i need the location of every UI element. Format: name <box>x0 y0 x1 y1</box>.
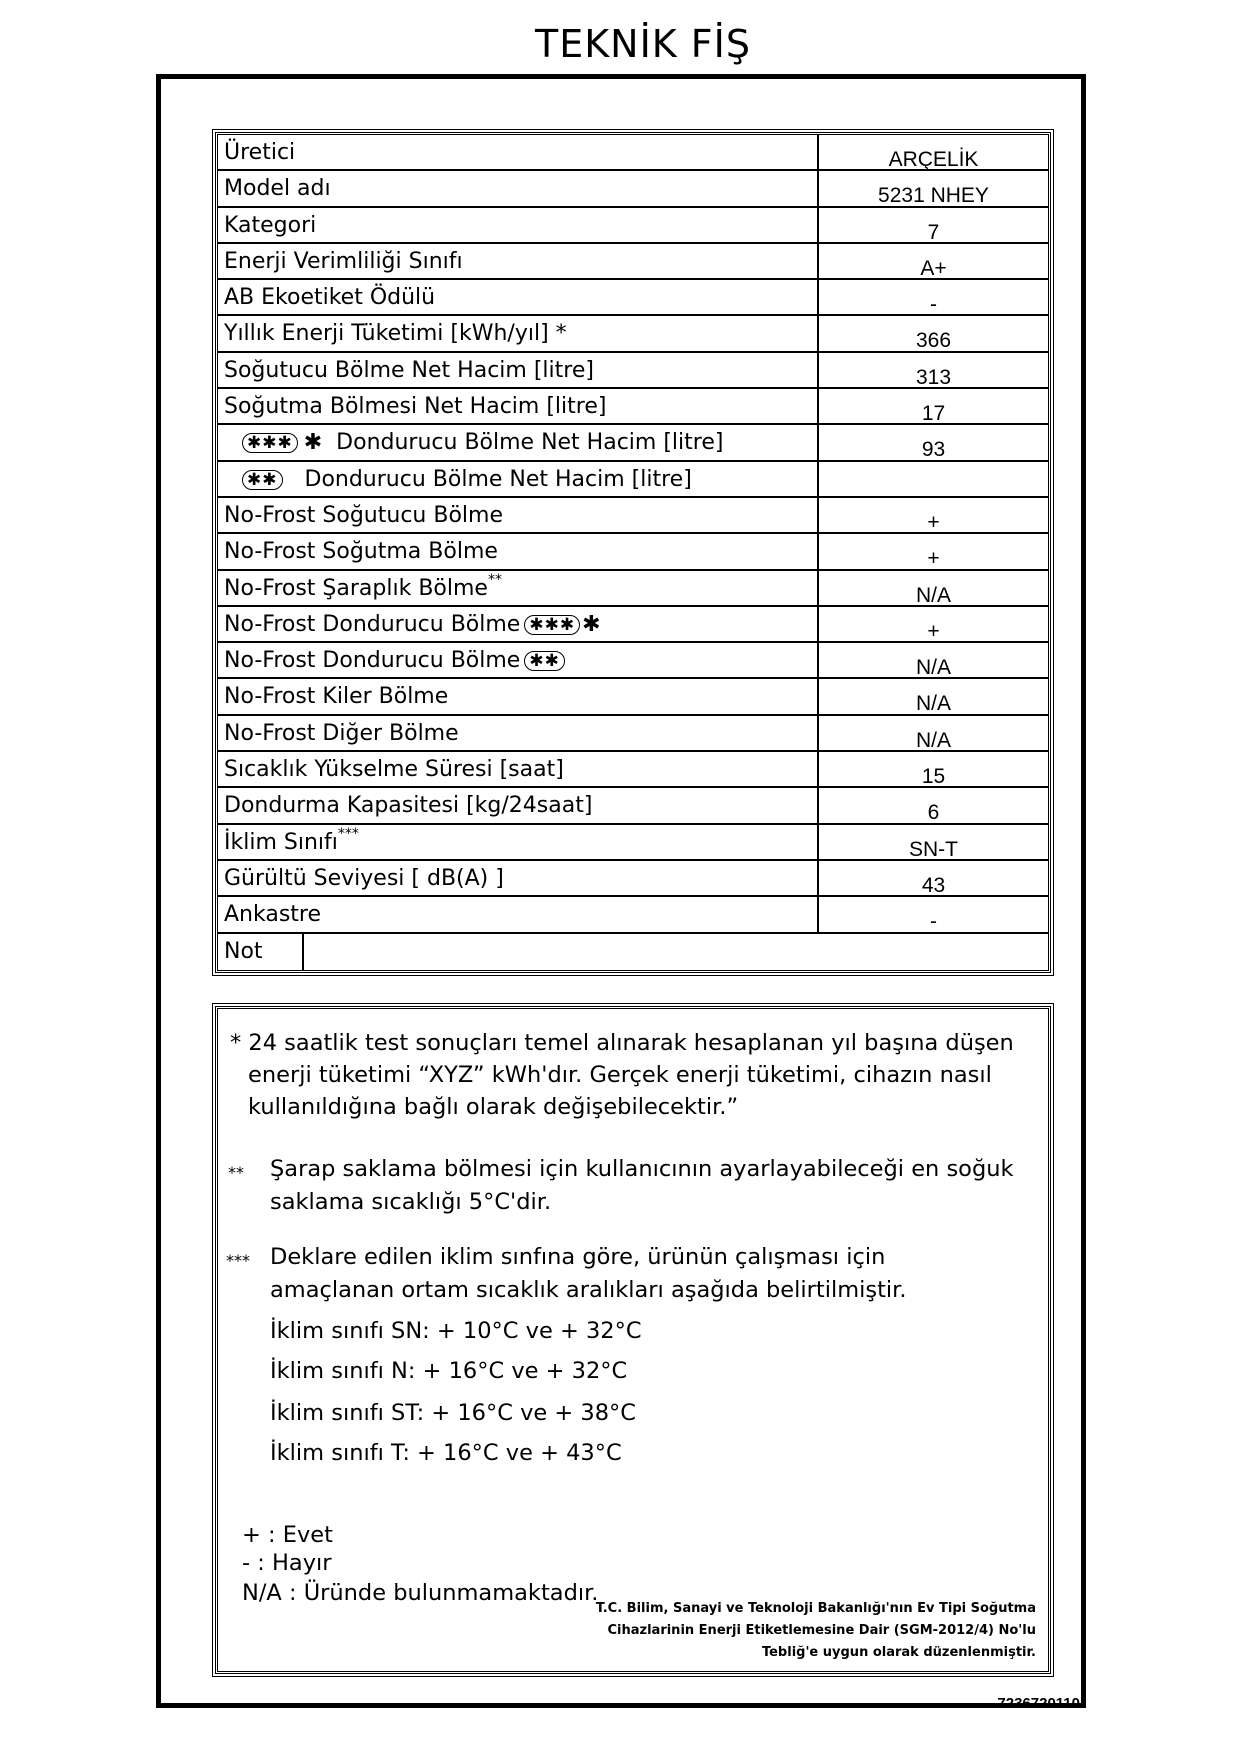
spec-label <box>218 716 819 750</box>
climate-class-st: İklim sınıfı ST: + 16°C ve + 38°C <box>270 1400 636 1426</box>
footnotes-box <box>215 1006 1051 1674</box>
spec-label-text: No-Frost Soğutma Bölme <box>224 539 498 565</box>
spec-value: 6 <box>927 801 940 825</box>
spec-row <box>218 316 1048 352</box>
spec-label <box>218 571 819 605</box>
spec-row <box>218 643 1048 679</box>
spec-value: 366 <box>915 329 952 353</box>
spec-value: N/A <box>915 692 951 716</box>
spec-row <box>218 679 1048 715</box>
spec-row <box>218 534 1048 570</box>
spec-label-text: Dondurucu Bölme Net Hacim [litre] <box>304 466 692 492</box>
spec-value: 313 <box>915 365 952 389</box>
spec-label-text: Ankastre <box>224 902 322 928</box>
spec-label <box>218 861 819 895</box>
spec-row <box>218 244 1048 280</box>
spec-value: N/A <box>915 728 951 752</box>
spec-row <box>218 425 1048 461</box>
regulation-line-2: Cihazlarinin Enerji Etiketlemesine Dair (SGM-2012/4) No'lu <box>607 1623 1036 1638</box>
spec-value: 5231 NHEY <box>878 184 989 208</box>
freezer-star-rating-icon: ✱✱✱ <box>524 615 580 635</box>
spec-label <box>218 171 819 205</box>
note-label: Not <box>218 934 304 970</box>
spec-value: ARÇELİK <box>888 148 979 171</box>
footnote-marker: *** <box>337 825 359 842</box>
spec-label-text: No-Frost Dondurucu Bölme <box>224 611 521 637</box>
spec-value: + <box>927 510 940 534</box>
spec-label <box>218 534 819 568</box>
legend-yes: + : Evet <box>242 1522 333 1548</box>
spec-label-text: İklim Sınıfı <box>224 829 338 855</box>
spec-label <box>218 353 819 387</box>
regulation-line-3: Tebliğ'e uygun olarak düzenlenmiştir. <box>761 1645 1036 1660</box>
spec-label-text: Soğutucu Bölme Net Hacim [litre] <box>224 357 594 383</box>
star-suffix-icon: ✱ <box>303 430 323 456</box>
spec-value: - <box>930 293 937 317</box>
spec-label-text: Enerji Verimliliği Sınıfı <box>224 248 463 274</box>
star-suffix-icon: ✱ <box>582 611 601 637</box>
spec-label-text: Yıllık Enerji Tüketimi [kWh/yıl] * <box>224 321 567 347</box>
note-row <box>218 934 1048 970</box>
spec-label-text: No-Frost Şaraplık Bölme <box>224 575 488 601</box>
spec-row <box>218 280 1048 316</box>
footnote-2-mark: ** <box>228 1163 244 1182</box>
climate-class-sn: İklim sınıfı SN: + 10°C ve + 32°C <box>270 1318 642 1344</box>
spec-table <box>215 132 1051 973</box>
freezer-star-rating-icon: ✱✱✱ <box>242 433 298 453</box>
spec-row <box>218 135 1048 171</box>
spec-value <box>819 462 1048 496</box>
footnote-1-line-1: * 24 saatlik test sonuçları temel alınarak hesaplanan yıl başına düşen <box>230 1030 1014 1056</box>
spec-value: - <box>930 910 937 934</box>
freezer-star-rating-icon: ✱✱ <box>524 651 565 671</box>
spec-label <box>218 498 819 532</box>
spec-value: 43 <box>921 873 946 897</box>
spec-label <box>218 788 819 822</box>
spec-label <box>218 316 819 350</box>
freezer-star-rating-icon: ✱✱ <box>242 470 283 490</box>
legend-no: - : Hayır <box>242 1550 332 1576</box>
footnote-1-line-3: kullanıldığına bağlı olarak değişebilecektir.” <box>248 1094 739 1120</box>
spec-label-text: Gürültü Seviyesi [ dB(A) ] <box>224 865 504 891</box>
spec-value: SN-T <box>909 837 958 861</box>
spec-row <box>218 716 1048 752</box>
spec-label <box>218 643 819 677</box>
page-title: TEKNİK FİŞ <box>535 22 751 66</box>
spec-value: + <box>927 547 940 571</box>
spec-label <box>218 462 819 496</box>
spec-row <box>218 389 1048 425</box>
spec-value: 17 <box>921 402 946 426</box>
spec-label <box>218 389 819 423</box>
spec-row <box>218 788 1048 824</box>
legend-na: N/A : Üründe bulunmamaktadır. <box>242 1580 599 1606</box>
spec-value: N/A <box>915 583 951 607</box>
spec-value: A+ <box>920 256 947 280</box>
spec-label <box>218 208 819 242</box>
climate-class-n: İklim sınıfı N: + 16°C ve + 32°C <box>270 1358 628 1384</box>
spec-label-text: No-Frost Dondurucu Bölme <box>224 648 521 674</box>
spec-label-text: Dondurucu Bölme Net Hacim [litre] <box>336 430 724 456</box>
footnote-3-line-2: amaçlanan ortam sıcaklık aralıkları aşağıda belirtilmiştir. <box>270 1277 907 1303</box>
spec-label-text: Kategori <box>224 212 317 238</box>
footnote-3-line-1: Deklare edilen iklim sınfına göre, ürünün çalışması için <box>270 1244 886 1270</box>
spec-label-text: Dondurma Kapasitesi [kg/24saat] <box>224 793 593 819</box>
spec-label <box>218 825 819 859</box>
footnote-2-line-1: Şarap saklama bölmesi için kullanıcının ayarlayabileceği en soğuk <box>270 1156 1014 1182</box>
spec-label-text: Üretici <box>224 140 296 165</box>
footnote-1-line-2: enerji tüketimi “XYZ” kWh'dır. Gerçek enerji tüketimi, cihazın nasıl <box>248 1062 992 1088</box>
spec-row <box>218 861 1048 897</box>
spec-label-text: No-Frost Diğer Bölme <box>224 720 459 746</box>
spec-row <box>218 607 1048 643</box>
spec-row <box>218 752 1048 788</box>
spec-row <box>218 571 1048 607</box>
spec-row <box>218 897 1048 933</box>
footnote-3-mark: *** <box>226 1251 250 1270</box>
spec-value: 93 <box>921 438 946 462</box>
spec-row <box>218 825 1048 861</box>
spec-label <box>218 752 819 786</box>
spec-value: N/A <box>915 656 951 680</box>
footnote-2-line-2: saklama sıcaklığı 5°C'dir. <box>270 1189 552 1215</box>
spec-label <box>218 607 819 641</box>
spec-label <box>218 425 819 459</box>
spec-label-text: Model adı <box>224 176 331 202</box>
spec-label-text: No-Frost Kiler Bölme <box>224 684 449 710</box>
regulation-line-1: T.C. Bilim, Sanayi ve Teknoloji Bakanlığı'nın Ev Tipi Soğutma <box>595 1601 1036 1616</box>
spec-row <box>218 353 1048 389</box>
spec-label <box>218 679 819 713</box>
note-value <box>304 934 1048 970</box>
spec-label <box>218 897 819 931</box>
spec-row <box>218 462 1048 498</box>
spec-label-text: No-Frost Soğutucu Bölme <box>224 502 503 528</box>
spec-label <box>218 280 819 314</box>
climate-class-t: İklim sınıfı T: + 16°C ve + 43°C <box>270 1440 622 1466</box>
spec-row <box>218 171 1048 207</box>
spec-label <box>218 244 819 278</box>
document-code: 7236720110 <box>997 1695 1080 1712</box>
spec-row <box>218 208 1048 244</box>
footnote-marker: ** <box>487 571 502 588</box>
spec-row <box>218 498 1048 534</box>
spec-value: 7 <box>927 220 940 244</box>
spec-label <box>218 135 819 169</box>
spec-label-text: Sıcaklık Yükselme Süresi [saat] <box>224 757 564 783</box>
spec-value: 15 <box>921 765 946 789</box>
spec-label-text: AB Ekoetiket Ödülü <box>224 285 436 311</box>
spec-value: + <box>927 619 940 643</box>
spec-label-text: Soğutma Bölmesi Net Hacim [litre] <box>224 394 607 420</box>
